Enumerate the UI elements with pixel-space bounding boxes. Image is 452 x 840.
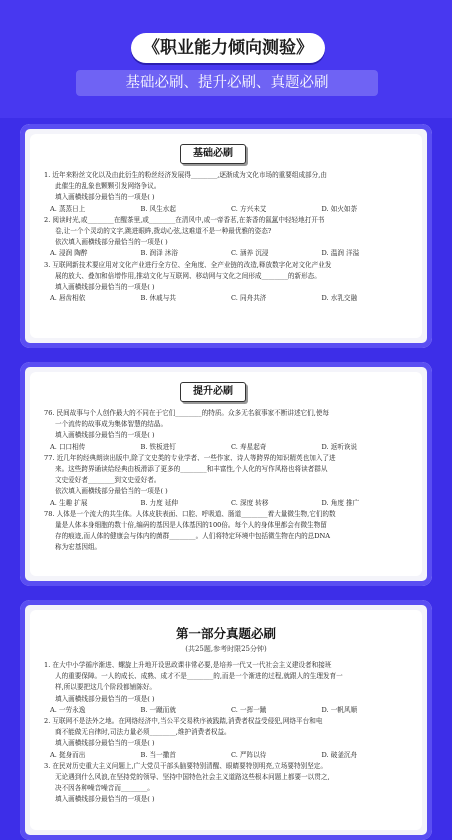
option-b: B. 当一撒首 <box>140 750 176 759</box>
question-line: 填入画横线部分最恰当的一项是( ) <box>55 283 155 292</box>
question-line: 填入画横线部分最恰当的一项是( ) <box>55 739 155 748</box>
book-title: 《职业能力倾向测验》 <box>131 33 325 63</box>
question-line: 2. 互联网不是法外之地。在网络经济中,当公平交易秩序被践踏,消费者权益受侵犯,网络平台和电 <box>44 717 323 726</box>
option-d: D. 破釜沉舟 <box>321 750 358 759</box>
question-line: 决不因各种噪音噪音而________。 <box>55 784 154 793</box>
question-line: 称为宏基因组。 <box>55 543 102 552</box>
question-line: 人的重要保障。一人的成长、成熟、成才不是________的,而是一个渐进的过程,就跟人的生理发育一 <box>55 672 343 681</box>
answer-options <box>44 750 412 761</box>
option-d: D. 温润 洋溢 <box>321 249 360 258</box>
question-line: 量是人体本身细胞的数十倍,编码的基因是人体基因的100倍。每个人的身体里都会有微生物留 <box>55 521 327 530</box>
question-line: 填入画横线部分最恰当的一项是( ) <box>55 795 155 804</box>
question-line: 1. 近年来粉丝文化以及由此衍生的粉丝经济发展得________,逐渐成为文化市场的重要组成部分,由 <box>44 171 327 179</box>
option-a: A. 口口相传 <box>50 442 86 451</box>
question-line: 无论遇到什么风浪,在坚持党的领导、坚持中国特色社会主义道路这些根本问题上都要一以贯之, <box>55 773 330 782</box>
section-title: 第一部分真题必刷 <box>175 626 276 641</box>
question-line: 76. 民间故事与个人创作最大的不同在于它们________的特质。众多无名叙事家不断讲述它们,使每 <box>44 409 330 417</box>
option-c: C. 同舟共济 <box>231 294 267 303</box>
section-tag: 基础必刷 <box>180 144 246 164</box>
answer-options <box>44 248 412 259</box>
option-b: B. 休戚与共 <box>140 294 176 303</box>
question-line: 依次填入画横线部分最恰当的一项是( ) <box>55 238 168 247</box>
question-line: 一个流传的故事成为集体智慧的结晶。 <box>55 420 168 429</box>
question-block <box>44 660 412 806</box>
question-line: 78. 人体是一个流大的共生体。人体皮肤表面、口腔、呼吸道、肠道________着大量微生物,它们的数 <box>44 509 336 518</box>
question-line: 卷,让一个个灵动的文字,跳进眼眸,拨动心弦,这难道不是一种最优雅的姿态? <box>55 227 272 236</box>
question-line: 填入画横线部分最恰当的一项是( ) <box>55 431 155 440</box>
option-d: D. 角度 推广 <box>321 498 360 507</box>
option-a: A. 生趣 扩展 <box>50 498 88 507</box>
page-scan <box>30 610 422 830</box>
question-line: 商不能做无自律时,司法力量必须________,维护消费者权益。 <box>55 728 231 737</box>
question-line: 3. 互联网新技术要应用对文化产业进行全方位、全角度、全产业链的改造,释放数字化对文化产业发 <box>44 260 332 269</box>
question-line: 填入画横线部分最恰当的一项是( ) <box>55 694 155 703</box>
option-c: C. 涵养 沉浸 <box>231 249 269 258</box>
question-line: 文史爱好者________到文史爱好者。 <box>55 476 161 485</box>
book-subtitle: 基础必刷、提升必刷、真题必刷 <box>76 70 378 96</box>
option-b: B. 润泽 沐浴 <box>140 249 179 258</box>
answer-options <box>44 204 412 215</box>
answer-options <box>44 705 412 716</box>
option-a: A. 唇齿相依 <box>50 294 86 303</box>
question-line: 展的放大、叠加和倍增作用,推动文化与互联网、移动网与文化之间形成________的新形态。 <box>55 271 321 280</box>
section-tag: 提升必刷 <box>180 382 246 402</box>
option-c: C. 寿星起奇 <box>231 442 267 451</box>
basic-practice-card <box>20 124 432 348</box>
option-d: D. 一帆风顺 <box>321 705 358 714</box>
advanced-practice-card <box>20 362 432 586</box>
option-a: A. 一劳永逸 <box>50 705 86 714</box>
option-c: C. 深度 转移 <box>231 498 269 507</box>
answer-options <box>44 498 412 509</box>
question-block <box>44 170 412 304</box>
option-b: B. 风生水起 <box>140 204 176 213</box>
question-line: 1. 在大中小学循序渐进、螺旋上升地开设思政课非常必要,是培养一代又一代社会主义建设者和接班 <box>44 661 332 669</box>
question-line: 存的痕迹,而人体的健康会与体内的菌群________。人们将特定环境中包括微生物在内的总DNA <box>55 532 331 541</box>
question-line: 填入画横线部分最恰当的一项是( ) <box>55 193 155 202</box>
option-d: D. 水乳交融 <box>321 294 358 303</box>
option-c: C. 方兴未艾 <box>231 204 267 213</box>
question-line: 3. 在民对历史重大主义问题上,广大党员干部头脑要特别清醒、眼睛要特别明亮,立场要特别坚定。 <box>44 761 327 770</box>
question-line: 样,所以要把这几个阶段都铺陈好。 <box>55 683 157 692</box>
answer-options <box>44 293 412 304</box>
option-a: A. 浸润 陶醉 <box>50 249 88 258</box>
question-line: 来。这些跨界诵读给经典由板滑添了更多的________和丰富性,个人化的写作风格也将读者群从 <box>55 465 328 474</box>
question-line: 此催生的乱象也颗颗引发网络争议。 <box>55 182 161 191</box>
option-d: D. 如火如荼 <box>321 204 358 213</box>
option-b: B. 铁板进钉 <box>140 442 176 451</box>
exam-practice-card <box>20 600 432 840</box>
option-c: C. 一挥一蹴 <box>231 705 267 714</box>
option-a: A. 挺身而出 <box>50 750 86 759</box>
option-c: C. 严阵以待 <box>231 750 267 759</box>
page-scan <box>30 134 422 338</box>
option-b: B. 一蹴而就 <box>140 705 176 714</box>
option-a: A. 蒸蒸日上 <box>50 204 86 213</box>
question-line: 77. 近几年的经典朗读出版中,除了文史类的专业学者、一些作家、诗人等跨界的知识精英也加入了进 <box>44 453 336 462</box>
answer-options <box>44 442 412 453</box>
option-d: D. 返听诙说 <box>321 442 358 451</box>
question-block <box>44 408 412 554</box>
section-note: (共25题,参考时限25分钟) <box>185 645 267 653</box>
page-scan <box>30 372 422 576</box>
question-line: 依次填入画横线部分最恰当的一项是( ) <box>55 487 168 496</box>
option-b: B. 力度 延伸 <box>140 498 179 507</box>
question-line: 2. 阅读时光,或________在醒茶里,或________在清风中,或一帝香茗,在茶香的氤氲中轻轻地打开书 <box>44 215 325 224</box>
